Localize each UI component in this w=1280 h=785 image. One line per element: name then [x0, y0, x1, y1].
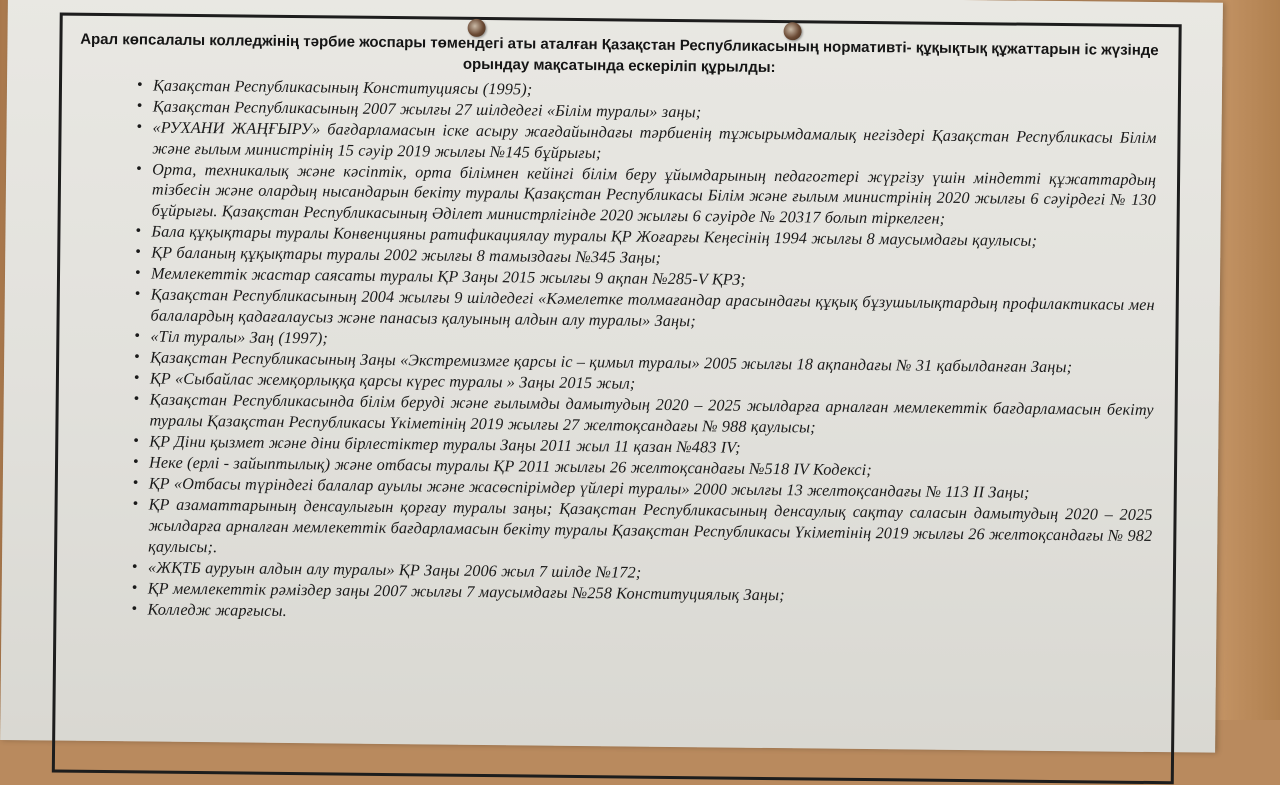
- list-item-text: «ЖҚТБ ауруын алдын алу туралы» ҚР Заңы 2006 жыл 7 шілде №172;: [147, 558, 642, 582]
- list-item-text: Орта, техникалық және кәсіптік, орта білімнен кейінгі білім беру ұйымдарының педагогтері жүргізу үшін міндетті құжаттардың тізбесін және олардың нысандарын бекіту туралы Қазақстан Республикасы Білім және ғылым министрінің 2020 жылғы 6 сәуірдегі № 130 бұйрығы. Қазақстан Республикасының Әділет министрлігінде 2020 жылғы 6 сәуірде № 20317 болып тіркелген;: [151, 160, 1157, 228]
- list-item-text: ҚР мемлекеттік рәміздер заңы 2007 жылғы 7 маусымдағы №258 Конституциялық Заңы;: [147, 579, 785, 604]
- bullet-icon: •: [136, 160, 142, 178]
- bullet-icon: •: [131, 557, 138, 576]
- list-item-text: «Тіл туралы» Заң (1997);: [150, 327, 329, 348]
- list-item-text: ҚР баланың құқықтары туралы 2002 жылғы 8 тамыздағы №345 Заңы;: [151, 243, 662, 268]
- bullet-icon: •: [135, 222, 142, 240]
- bullet-icon: •: [134, 327, 141, 345]
- list-item-text: Қазақстан Республикасының 2004 жылғы 9 шілдедегі «Кәмелетке толмағандар арасындағы құқық бұзушылықтардың профилактикасы мен балалардың қадағалаусыз және панасыз қалуының алдын алу туралы» Заңы;: [150, 285, 1155, 331]
- document-heading: Арал көпсалалы колледжінің тәрбие жоспары төмендегі аты аталған Қазақстан Республикасының нормативті- құқықтық құжаттарын іс жүзінде орындау мақсатында ескеріліп құрылды:: [80, 30, 1159, 77]
- list-item-text: Қазақстан Республикасының Заңы «Экстремизмге қарсы іс – қимыл туралы» 2005 жылғы 18 ақпандағы № 31 қабылданған Заңы;: [150, 348, 1073, 377]
- list-item-text: Қазақстан Республикасының Конституциясы (1995);: [152, 76, 533, 99]
- bullet-icon: •: [131, 579, 138, 597]
- legal-documents-list: [91, 75, 1157, 631]
- list-item-text: «РУХАНИ ЖАҢҒЫРУ» бағдарламасын іске асыру жағдайындағы тәрбиенің тұжырымдамалық негіздері Қазақстан Республикасы Білім және ғылым министрінің 15 сәуір 2019 жылғы №145 бұйрығы;: [152, 118, 1157, 163]
- list-item-text: ҚР азаматтарының денсаулығын қорғау туралы заңы; Қазақстан Республикасының денсаулық сақтау саласын дамытудың 2020 – 2025 жылдарға арналған мемлекеттік бағдарламасын бекіту туралы Қазақстан Республикасы Үкіметінің 2019 жылғы 26 желтоқсандағы № 982 қаулысы;.: [148, 495, 1153, 556]
- list-item-text: Мемлекеттік жастар саясаты туралы ҚР Заңы 2015 жылғы 9 ақпан №285-V ҚРЗ;: [150, 264, 747, 290]
- bullet-icon: •: [134, 348, 141, 366]
- bullet-icon: •: [132, 474, 139, 492]
- list-item-text: ҚР «Сыбайлас жемқорлыққа қарсы күрес туралы » Заңы 2015 жыл;: [149, 369, 636, 393]
- bullet-icon: •: [131, 600, 138, 618]
- bullet-icon: •: [133, 432, 140, 450]
- list-item-text: Колледж жарғысы.: [147, 600, 287, 620]
- bullet-icon: •: [134, 285, 141, 303]
- list-item: [96, 159, 1157, 232]
- list-item-text: ҚР «Отбасы түріндегі балалар ауылы және жасөспірімдер үйлері туралы» 2000 жылғы 13 желтоқсандағы № 113 II Заңы;: [148, 474, 1030, 503]
- bullet-icon: •: [135, 243, 142, 261]
- bullet-icon: •: [136, 118, 143, 136]
- list-item-text: ҚР Діни қызмет және діни бірлестіктер туралы Заңы 2011 жыл 11 қазан №483 IV;: [149, 432, 741, 457]
- list-item-text: Бала құқықтары туралы Конвенцияны ратификациялау туралы ҚР Жоғарғы Кеңесінің 1994 жылғы 8 маусымдағы қаулысы;: [151, 222, 1038, 250]
- bullet-icon: •: [136, 97, 143, 115]
- bullet-icon: •: [132, 495, 139, 513]
- list-item-text: Неке (ерлі - зайыптылық) және отбасы туралы ҚР 2011 жылғы 26 желтоқсандағы №518 IV Кодексі;: [148, 453, 872, 480]
- bullet-icon: •: [134, 264, 141, 282]
- list-item-text: Қазақстан Республикасының 2007 жылғы 27 шілдедегі «Білім туралы» заңы;: [152, 97, 702, 122]
- bullet-icon: •: [133, 369, 140, 387]
- bullet-icon: •: [133, 390, 140, 408]
- bullet-icon: •: [132, 453, 139, 471]
- list-item: [92, 494, 1153, 567]
- bullet-icon: •: [136, 76, 143, 94]
- list-item-text: Қазақстан Республикасында білім беруді және ғылымды дамытудың 2020 – 2025 жылдарға арналған мемлекеттік бағдарламасын бекіту туралы Қазақстан Республикасы Үкіметінің 2019 жылғы 27 желтоқсандағы № 988 қаулысы;: [149, 390, 1154, 437]
